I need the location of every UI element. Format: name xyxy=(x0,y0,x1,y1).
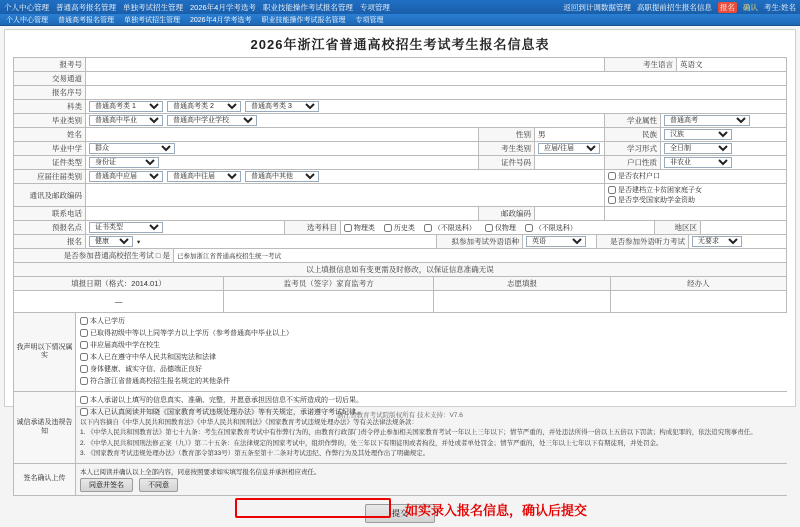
checkbox-geo-input[interactable] xyxy=(525,224,533,232)
zhengjianleixing-value xyxy=(86,156,479,169)
lianxidianhua-value xyxy=(86,207,479,220)
zhengjianhao-label: 证件号码 xyxy=(479,156,535,169)
checkbox-physics[interactable]: 物理类 xyxy=(344,223,375,233)
sig-header-0: 填报日期（格式：2014.01） xyxy=(14,277,224,290)
notice-text-0: 本人承诺以上填写的信息真实、准确、完整，并愿意承担因信息不实所造成的一切后果。 xyxy=(90,397,363,404)
table-row xyxy=(14,142,787,156)
kelei-label: 科类 xyxy=(14,100,86,113)
diqu-label: 地区区 xyxy=(655,221,701,234)
baomingxuhao-label: 报名序号 xyxy=(14,86,86,99)
sig-body-1 xyxy=(224,291,434,312)
declaration-label: 我声明以下情况属实 xyxy=(14,313,76,391)
waiyu-select[interactable] xyxy=(526,236,586,247)
kaoshengleibie2-select-3[interactable] xyxy=(245,171,319,182)
declaration-checkbox-1[interactable] xyxy=(80,329,88,337)
xingming-value xyxy=(86,128,479,141)
top-menu-item-1[interactable]: 普通高考报名管理 xyxy=(56,2,116,12)
biyeleibie-select-1[interactable] xyxy=(89,115,163,126)
table-row xyxy=(14,249,787,263)
return-link[interactable]: 返回到计调数据管理 xyxy=(563,2,631,12)
xuejifenlei-select[interactable] xyxy=(664,115,750,126)
declaration-item-5[interactable] xyxy=(80,376,777,386)
table-row xyxy=(14,156,787,170)
yubaomingdian-value xyxy=(86,221,285,234)
disagree-button[interactable]: 不同意 xyxy=(139,478,178,492)
menu-item-personal[interactable]: 个人中心管理 xyxy=(6,16,48,24)
waiyu-label: 拟参加考试外语语种 xyxy=(437,235,523,248)
waiyu-value xyxy=(523,235,597,248)
notice-paragraphs xyxy=(80,419,783,459)
notice-para-2: 2. 《中华人民共和国刑法修正案（九）》第二十五条：在法律规定的国家考试中，组织作弊的，处三年以下有期徒刑或者拘役，并处或者单处罚金；情节严重的，处三年以上七年以下有期徒刑，并处罚金。 xyxy=(80,439,663,447)
top-bar-right-group xyxy=(563,2,796,13)
yubaomingdian-label: 预报名点 xyxy=(14,221,86,234)
xuankao-group xyxy=(341,221,655,234)
declaration-text-4: 身体健康、诚实守信、品德端正良好 xyxy=(90,366,202,373)
declaration-item-2[interactable] xyxy=(80,340,777,350)
byzhongxue-label: 毕业中学 xyxy=(14,142,86,155)
declaration-checkbox-4[interactable] xyxy=(80,365,88,373)
biyeleibie-select-2[interactable] xyxy=(167,115,257,126)
checkbox-rural-input[interactable] xyxy=(608,172,616,180)
user-label: 考生:姓名 xyxy=(763,2,796,12)
tongxundizhi-label: 通讯及邮政编码 xyxy=(14,184,86,206)
minzu-value xyxy=(661,128,787,141)
declaration-checkbox-0[interactable] xyxy=(80,317,88,325)
kaoshengleibie-select[interactable] xyxy=(538,143,600,154)
youzheng-spacer xyxy=(605,207,787,220)
xingbie-label: 性别 xyxy=(479,128,535,141)
submit-button[interactable]: 提交 xyxy=(365,504,435,523)
top-menu-item-5[interactable]: 专项管理 xyxy=(359,2,390,12)
canjia-value xyxy=(174,249,787,262)
declaration-block xyxy=(14,313,787,392)
jiaoyi-label: 交易通道 xyxy=(14,72,86,85)
tongxundizhi-value xyxy=(86,184,605,206)
notice-para-1: 1. 《中华人民共和国教育法》第七十九条：考生在国家教育考试中有作弊行为的，由教育行政部门责令停止参加相关国家教育考试一年以上三年以下；情节严重的，并处违法所得一倍以上五倍以下罚款；构成犯罪的，依法追究刑事责任。 xyxy=(80,429,757,437)
top-menu-item-3[interactable]: 2026年4月学考选考 xyxy=(190,2,256,12)
declaration-checkbox-5[interactable] xyxy=(80,377,88,385)
menu-item-skill-exam[interactable]: 职业技能操作考试报名管理 xyxy=(261,16,346,24)
kaoshenghao-label: 报考号 xyxy=(14,58,86,71)
checkbox-history[interactable]: 历史类 xyxy=(384,223,415,233)
menu-item-xuekao[interactable]: 2026年4月学考选考 xyxy=(190,16,252,24)
kaoshengleibie2-select-1[interactable] xyxy=(89,171,163,182)
hukou-value xyxy=(661,156,787,169)
table-row xyxy=(14,263,787,277)
checkbox-chemistry[interactable]: （不限选科） xyxy=(424,223,476,233)
menu-item-gaokao-reg[interactable]: 普通高考报名管理 xyxy=(58,16,114,24)
page-title: 2026年浙江省普通高校招生考试考生报名信息表 xyxy=(250,37,550,52)
biyeleibie-label: 毕业类别 xyxy=(14,114,86,127)
youzheng-value xyxy=(535,207,605,220)
jiaoyufangshi-select[interactable] xyxy=(664,143,732,154)
koushi-select[interactable] xyxy=(692,236,742,247)
sig-body-3 xyxy=(611,291,787,312)
byzhongxue-value xyxy=(86,142,479,155)
status-badge: 报名 xyxy=(719,2,735,12)
notice-body xyxy=(76,392,787,463)
xuejifenlei-value xyxy=(661,114,787,127)
table-row xyxy=(14,235,787,249)
kaoshengleibie2-select-2[interactable] xyxy=(167,171,241,182)
early-admission-link[interactable]: 高职提前招生报名信息 xyxy=(636,2,712,12)
table-row xyxy=(14,100,787,114)
browser-top-bar xyxy=(0,0,800,14)
xingming-label: 姓名 xyxy=(14,128,86,141)
table-row-signature-body xyxy=(14,291,787,313)
lianxidianhua-label: 联系电话 xyxy=(14,207,86,220)
biyeleibie-value-group xyxy=(86,114,605,127)
canjia-label: 是否参加普通高校招生考试 □ 是 xyxy=(14,249,174,262)
sig-body-0: — xyxy=(14,291,224,312)
checkbox-physics-input[interactable] xyxy=(344,224,352,232)
kelei-select-2[interactable] xyxy=(167,101,241,112)
declaration-text-0: 本人已学历 xyxy=(90,318,125,325)
declaration-text-3: 本人已在遵守中华人民共和国宪法和法律 xyxy=(90,354,216,361)
sig-body-2 xyxy=(434,291,610,312)
top-menu-item-2[interactable]: 单独考试招生管理 xyxy=(123,2,183,12)
yubaomingdian-select[interactable] xyxy=(89,222,163,233)
kaoshengleibie2-group xyxy=(86,170,605,183)
page-footer: 浙江省教育考试院版权所有 技术支持：V7.6 xyxy=(337,412,463,419)
byzhongxue-select[interactable] xyxy=(89,143,175,154)
submit-zone xyxy=(5,496,795,527)
sign-body xyxy=(76,464,787,495)
declaration-body xyxy=(76,313,787,391)
registration-form-grid xyxy=(13,57,787,496)
jiating-header: 以上填报信息如有变更需及时修改，以保证信息准确无误 xyxy=(14,263,787,276)
jiaoyufangshi-label: 学习形式 xyxy=(605,142,661,155)
xuejifenlei-label: 学业属性 xyxy=(605,114,661,127)
extra-checkbox-group-2 xyxy=(605,184,787,206)
checkbox-grant[interactable] xyxy=(608,195,695,205)
checkbox-poverty-label: 是否建档立卡贫困家庭子女 xyxy=(618,187,702,194)
agree-sign-button[interactable]: 同意并签名 xyxy=(80,478,133,492)
notice-text-1: 本人已认真阅读并知晓《国家教育考试违规处理办法》等有关规定，承诺遵守考试纪律。 xyxy=(90,409,363,416)
kelei-value-group xyxy=(86,100,787,113)
checkbox-rural-label: 是否农村户口 xyxy=(618,173,660,180)
annotation-text: 如实录入报名信息，确认后提交 xyxy=(405,503,588,519)
top-bar-left-group xyxy=(4,2,390,13)
checkbox-geo[interactable]: （不限选科） xyxy=(525,223,577,233)
menu-item-special[interactable]: 专项管理 xyxy=(355,16,384,24)
test-language-value: 英语文 xyxy=(677,58,787,71)
declaration-item-1[interactable] xyxy=(80,328,777,338)
notice-para-0: 以下内容摘自《中华人民共和国教育法》《中华人民共和国刑法》《国家教育考试违规处理办法》等有关法律法规条款： xyxy=(80,419,418,426)
declaration-text-1: 已取得初级中等以上同等学力以上学历（参考普通高中毕业以上） xyxy=(90,330,293,337)
top-menu-item-0[interactable]: 个人中心管理 xyxy=(4,2,49,12)
jiankang-hint: ▾ xyxy=(137,238,141,246)
diqu-value xyxy=(701,221,787,234)
baomingdian2-label: 报名 xyxy=(14,235,86,248)
declaration-item-3[interactable] xyxy=(80,352,777,362)
minzu-select[interactable] xyxy=(664,129,732,140)
checkbox-chemistry-input[interactable] xyxy=(424,224,432,232)
checkbox-grant-input[interactable] xyxy=(608,196,616,204)
checkbox-poverty-input[interactable] xyxy=(608,186,616,194)
notice-para-3: 3. 《国家教育考试违规处理办法》（教育部令第33号）第五条至第十二条对考试违纪、作弊行为及其处理作出了明确规定。 xyxy=(80,449,430,457)
sig-header-2: 志愿填报 xyxy=(434,277,610,290)
zhengjianleixing-label: 证件类型 xyxy=(14,156,86,169)
sign-text: 本人已阅读并确认以上全部内容，同意按照要求如实填写报名信息并承担相应责任。 xyxy=(80,469,321,477)
declaration-text-5: 符合浙江省普通高校招生报名规定的其他条件 xyxy=(90,378,230,385)
notice-label: 诚信承诺及违规告知 xyxy=(14,392,76,463)
declaration-checkbox-3[interactable] xyxy=(80,353,88,361)
menu-item-single-exam[interactable]: 单独考试招生管理 xyxy=(124,16,180,24)
main-menu-strip xyxy=(0,14,800,26)
table-row xyxy=(14,86,787,100)
declaration-item-0[interactable] xyxy=(80,316,777,326)
xingbie-value: 男 xyxy=(535,128,605,141)
koushi-value xyxy=(689,235,787,248)
table-row xyxy=(14,114,787,128)
baomingxuhao-value xyxy=(86,86,787,99)
kaoshengleibie-value xyxy=(535,142,605,155)
baomingdian2-value xyxy=(86,235,437,248)
table-row xyxy=(14,184,787,207)
notice-checkbox-1[interactable] xyxy=(80,408,88,416)
notice-block xyxy=(14,392,787,464)
table-row xyxy=(14,207,787,221)
jiankang-select[interactable] xyxy=(89,236,133,247)
checkbox-bio[interactable]: 仅物理 xyxy=(485,223,516,233)
sign-label: 签名确认上传 xyxy=(14,464,76,495)
canjia-hint: 已参加浙江省普通高校招生统一考试 xyxy=(177,253,281,260)
zhengjianhao-value xyxy=(535,156,605,169)
table-row xyxy=(14,170,787,184)
checkbox-bio-input[interactable] xyxy=(485,224,493,232)
table-row xyxy=(14,58,787,72)
xuankao-label: 选考科目 xyxy=(285,221,341,234)
top-menu-item-4[interactable]: 职业技能操作考试报名管理 xyxy=(262,2,353,12)
confirm-link[interactable]: 确认 xyxy=(742,2,758,12)
jiaoyufangshi-value xyxy=(661,142,787,155)
table-row xyxy=(14,128,787,142)
hukou-select[interactable] xyxy=(664,157,732,168)
sig-header-3: 经办人 xyxy=(611,277,787,290)
table-row xyxy=(14,221,787,235)
hukou-label: 户口性质 xyxy=(605,156,661,169)
minzu-label: 民族 xyxy=(605,128,661,141)
notice-checkbox-0[interactable] xyxy=(80,396,88,404)
kaoshengleibie-label: 考生类别 xyxy=(479,142,535,155)
checkbox-history-input[interactable] xyxy=(384,224,392,232)
jiaoyi-value xyxy=(86,72,787,85)
declaration-item-4[interactable] xyxy=(80,364,777,374)
declaration-checkbox-2[interactable] xyxy=(80,341,88,349)
declaration-text-2: 非应届高级中学在校生 xyxy=(90,342,160,349)
sig-header-1: 监考员（签字）家育监考方 xyxy=(224,277,434,290)
kaoshengleibie2-label: 应届往届类别 xyxy=(14,170,86,183)
kaoshenghao-value xyxy=(86,58,605,71)
zhengjianleixing-select[interactable] xyxy=(89,157,159,168)
kelei-select-1[interactable] xyxy=(89,101,163,112)
table-row xyxy=(14,72,787,86)
checkbox-poverty[interactable] xyxy=(608,185,702,195)
extra-checkbox-group xyxy=(605,170,787,183)
checkbox-grant-label: 是否享受国家助学金资助 xyxy=(618,197,695,204)
youzheng-label: 邮政编码 xyxy=(479,207,535,220)
koushi-label: 是否参加外语听力考试 xyxy=(597,235,689,248)
test-language-label: 考生语言 xyxy=(605,58,677,71)
table-row-signature-header xyxy=(14,277,787,291)
kelei-select-3[interactable] xyxy=(245,101,319,112)
sign-block xyxy=(14,464,787,496)
notice-item-0[interactable] xyxy=(80,395,777,405)
checkbox-rural[interactable] xyxy=(608,171,660,181)
